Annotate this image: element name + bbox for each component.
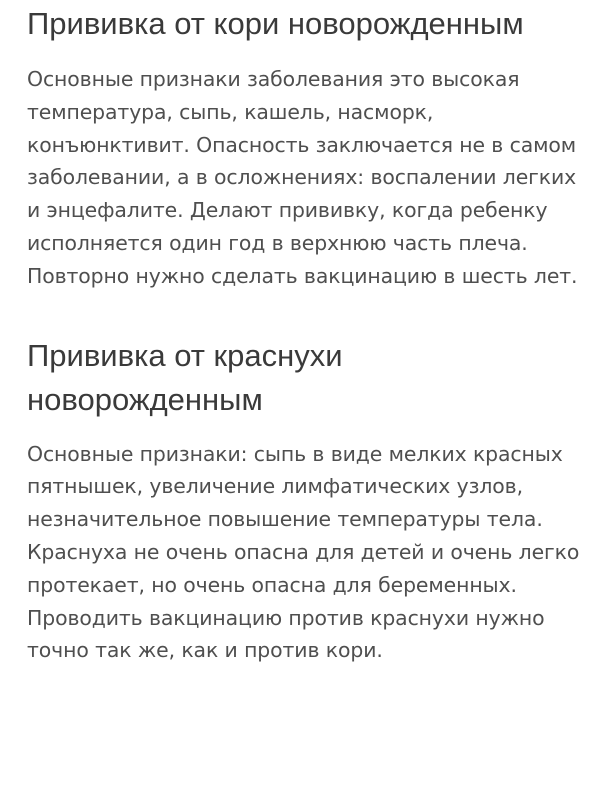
measles-vaccine-section — [27, 2, 584, 293]
section-heading: Прививка от кори новорожденным — [27, 6, 524, 41]
section-paragraph: Основные признаки заболевания это высокая температура, сыпь, кашель, насморк, конъюнктивит. Опасность заключается не в самом заболевании, а в осложнениях: воспалении легких и энцефалите. Делают прививку, когда ребенку исполняется один год в верхнюю часть плеча. Повторно нужно сделать вакцинацию в шесть лет. — [27, 67, 578, 288]
section-heading: Прививка от краснухи новорожденным — [27, 337, 343, 417]
section-paragraph: Основные признаки: сыпь в виде мелких красных пятнышек, увеличение лимфатических узлов, незначительное повышение температуры тела. Краснуха не очень опасна для детей и очень легко протекает, но очень опасна для беременных. Проводить вакцинацию против краснухи нужно точно так же, как и против кори. — [27, 441, 580, 663]
rubella-vaccine-section — [27, 334, 584, 668]
